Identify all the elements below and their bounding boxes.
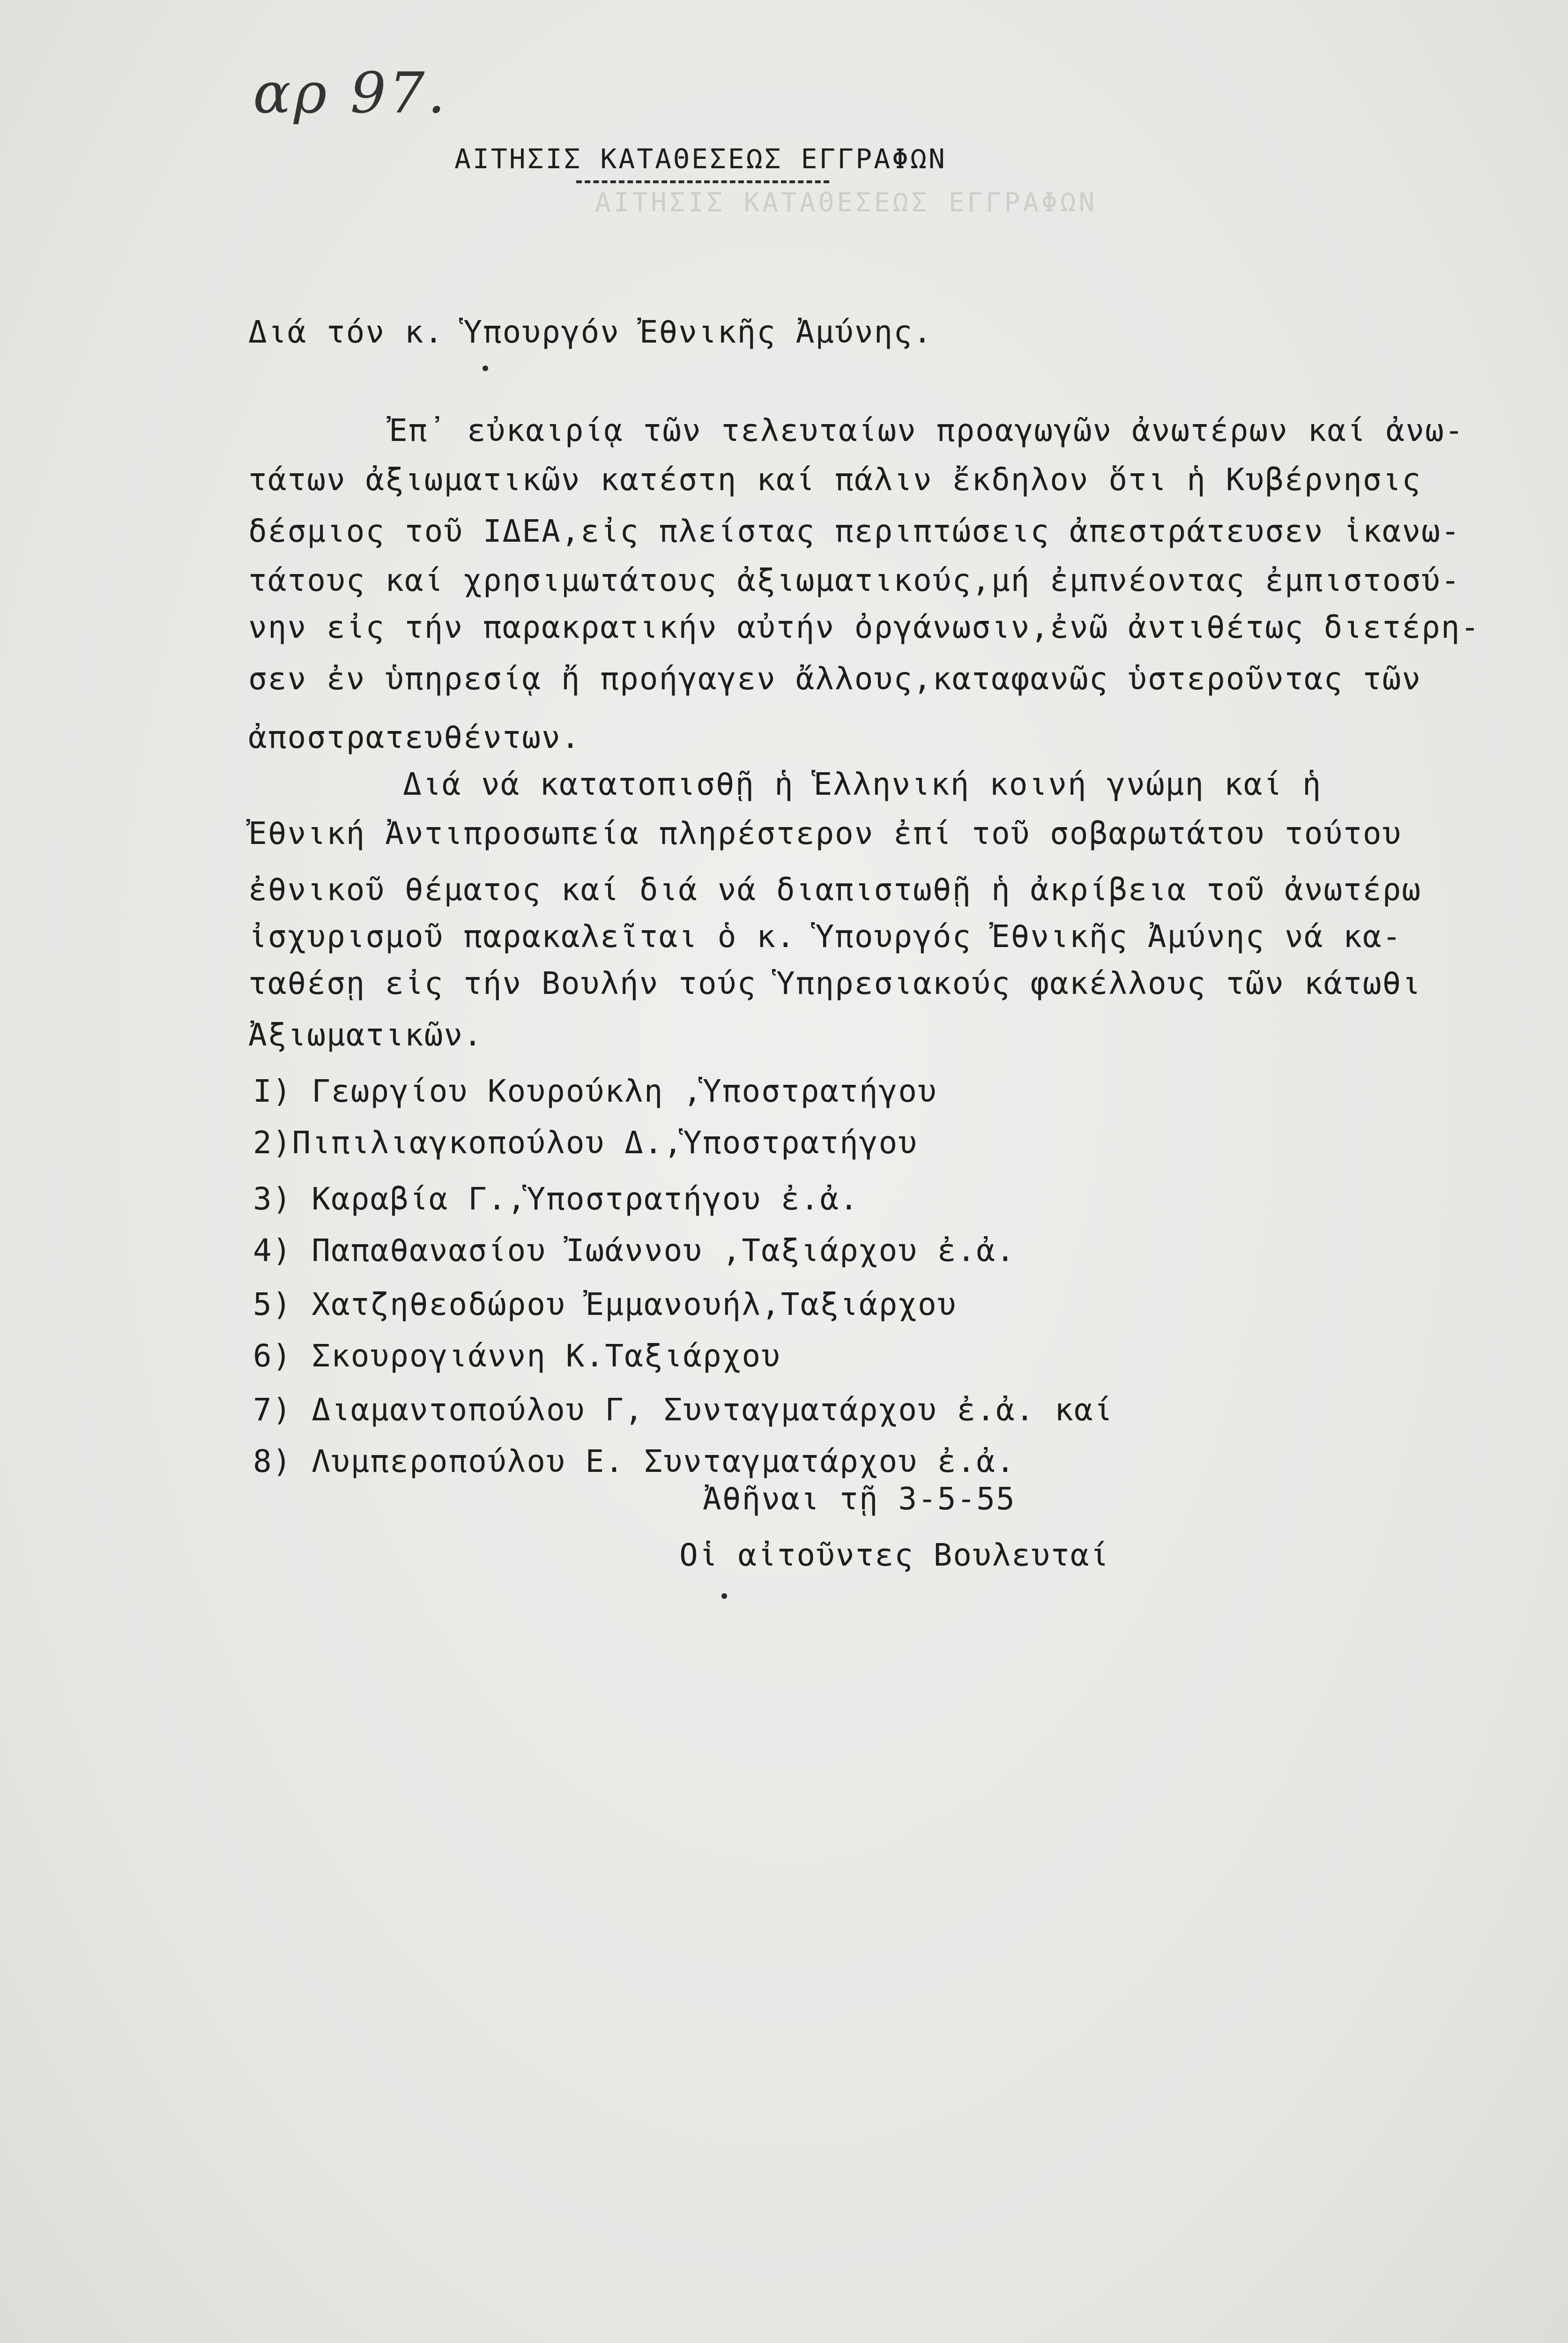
title-underline [576, 180, 829, 183]
signature-line: Οἱ αἰτοῦντες Βουλευταί [679, 1537, 1110, 1573]
paragraph1-line: νην εἰς τήν παρακρατικήν αὐτήν ὀργάνωσιν,ἐνῶ ἀντιθέτως διετέρη- [248, 609, 1480, 645]
addressee-line: Διά τόν κ. Ὑπουργόν Ἐθνικῆς Ἀμύνης. [248, 314, 933, 350]
paragraph2-line: ἐθνικοῦ θέματος καί διά νά διαπιστωθῇ ἡ ἀκρίβεια τοῦ ἀνωτέρω [248, 872, 1422, 908]
bleed-through-text: ΑΙΤΗΣΙΣ ΚΑΤΑΘΕΣΕΩΣ ΕΓΓΡΑΦΩΝ [595, 187, 1098, 218]
officer-list-item: 7) Διαμαντοπούλου Γ, Συνταγματάρχου ἐ.ἀ. καί [253, 1392, 1114, 1428]
paragraph2-line: ταθέσῃ εἰς τήν Βουλήν τούς Ὑπηρεσιακούς φακέλλους τῶν κάτωθι [248, 965, 1422, 1001]
date-line: Ἀθῆναι τῇ 3-5-55 [703, 1481, 1016, 1517]
paragraph1-line: τάτους καί χρησιμωτάτους ἀξιωματικούς,μή ἐμπνέοντας ἐμπιστοσύ- [248, 562, 1461, 598]
officer-list-item: 5) Χατζηθεοδώρου Ἐμμανουήλ,Ταξιάρχου [253, 1286, 957, 1322]
officer-list-item: 6) Σκουρογιάννη Κ.Ταξιάρχου [253, 1338, 781, 1374]
officer-list-item: I) Γεωργίου Κουρούκλη ,Ὑποστρατήγου [253, 1073, 937, 1109]
paragraph2-line: ἰσχυρισμοῦ παρακαλεῖται ὁ κ. Ὑπουργός Ἐθνικῆς Ἀμύνης νά κα- [248, 918, 1402, 955]
paragraph1-line: τάτων ἀξιωματικῶν κατέστη καί πάλιν ἔκδηλον ὅτι ἡ Κυβέρνησις [248, 462, 1422, 498]
paragraph2-line: Ἐθνική Ἀντιπροσωπεία πληρέστερον ἐπί τοῦ σοβαρωτάτου τούτου [248, 815, 1402, 851]
officer-list-item: 3) Καραβία Γ.,Ὑποστρατήγου ἐ.ἀ. [253, 1181, 859, 1217]
paragraph1-line: Ἐπ᾽ εὐκαιρίᾳ τῶν τελευταίων προαγωγῶν ἀνωτέρων καί ἀνω- [389, 412, 1464, 448]
officer-list-item: 4) Παπαθανασίου Ἰωάννου ,Ταξιάρχου ἐ.ἀ. [253, 1232, 1016, 1269]
stray-mark [483, 366, 488, 371]
paragraph1-line: ἀποστρατευθέντων. [248, 719, 581, 755]
paragraph2-line: Διά νά κατατοπισθῇ ἡ Ἑλληνική κοινή γνώμη καί ἡ [403, 766, 1322, 802]
officer-list-item: 8) Λυμπεροπούλου Ε. Συνταγματάρχου ἐ.ἀ. [253, 1443, 1016, 1479]
paragraph1-line: δέσμιος τοῦ ΙΔΕΑ,εἰς πλείστας περιπτώσεις ἀπεστράτευσεν ἱκανω- [248, 513, 1461, 549]
paragraph1-line: σεν ἐν ὑπηρεσίᾳ ἤ προήγαγεν ἄλλους,καταφανῶς ὑστεροῦντας τῶν [248, 661, 1422, 697]
stray-mark [721, 1593, 727, 1599]
document-title: ΑΙΤΗΣΙΣ ΚΑΤΑΘΕΣΕΩΣ ΕΓΓΡΑΦΩΝ [454, 143, 947, 175]
officer-list-item: 2)Πιπιλιαγκοπούλου Δ.,Ὑποστρατήγου [253, 1125, 918, 1161]
handwritten-reference-number: αρ 97. [253, 61, 448, 126]
paragraph2-line: Ἀξιωματικῶν. [248, 1017, 483, 1053]
